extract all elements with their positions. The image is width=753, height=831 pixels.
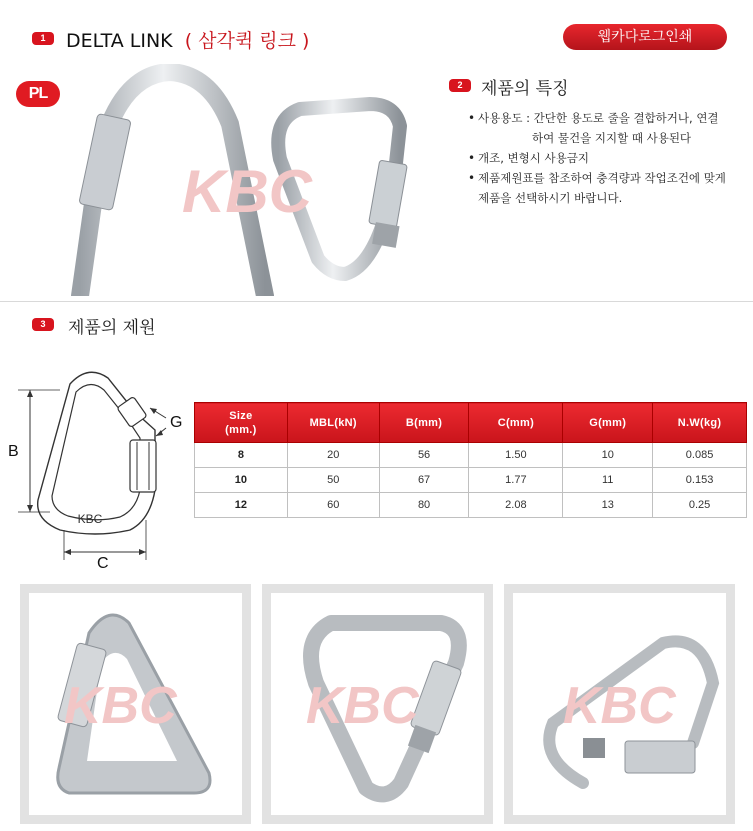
dimension-diagram bbox=[0, 360, 190, 575]
product-photo-2 bbox=[262, 584, 493, 824]
section-1-badge: 1 bbox=[32, 32, 54, 45]
spec-table-header-row bbox=[195, 403, 747, 443]
feature-item: • 제품제원표를 참조하여 충격량과 작업조건에 맞게 bbox=[468, 168, 726, 188]
cell-size: 12 bbox=[195, 493, 288, 518]
dimension-g-label: G bbox=[170, 414, 183, 431]
table-row bbox=[195, 493, 747, 518]
title-main: DELTA LINK bbox=[66, 30, 173, 52]
features-title: 제품의 특징 bbox=[481, 79, 569, 99]
cell-b: 56 bbox=[379, 443, 469, 468]
kbc-watermark: KBC bbox=[306, 677, 419, 735]
kbc-watermark: KBC bbox=[563, 677, 676, 735]
feature-item-continued: 제품을 선택하시기 바랍니다. bbox=[478, 191, 623, 205]
table-row bbox=[195, 468, 747, 493]
cell-g: 11 bbox=[563, 468, 653, 493]
kbc-watermark: KBC bbox=[182, 158, 312, 225]
cell-nw: 0.153 bbox=[653, 468, 747, 493]
spec-table bbox=[194, 402, 747, 518]
feature-item: • 개조, 변형시 사용금지 bbox=[468, 148, 726, 168]
cell-size: 8 bbox=[195, 443, 288, 468]
cell-mbl: 60 bbox=[287, 493, 379, 518]
cell-g: 13 bbox=[563, 493, 653, 518]
photo-1-image bbox=[29, 593, 242, 815]
col-size: Size (mm.) bbox=[195, 403, 288, 443]
photo-3-image bbox=[513, 593, 726, 815]
photo-2-image bbox=[271, 593, 484, 815]
dimension-b-label: B bbox=[8, 443, 19, 460]
col-g: G(mm) bbox=[563, 403, 653, 443]
product-photo-1 bbox=[20, 584, 251, 824]
cell-mbl: 20 bbox=[287, 443, 379, 468]
features-list bbox=[468, 108, 726, 208]
engraving-text: KBC bbox=[77, 512, 103, 526]
cell-c: 1.50 bbox=[469, 443, 563, 468]
cell-c: 2.08 bbox=[469, 493, 563, 518]
cell-nw: 0.25 bbox=[653, 493, 747, 518]
cell-nw: 0.085 bbox=[653, 443, 747, 468]
cell-c: 1.77 bbox=[469, 468, 563, 493]
cell-size: 10 bbox=[195, 468, 288, 493]
cell-mbl: 50 bbox=[287, 468, 379, 493]
col-nw: N.W(kg) bbox=[653, 403, 747, 443]
title-sub: ( 삼각퀵 링크 ) bbox=[184, 30, 310, 52]
feature-item: • 사용용도 : 간단한 용도로 줄을 결합하거나, 연결 bbox=[468, 108, 726, 128]
section-3-badge: 3 bbox=[32, 318, 54, 331]
kbc-watermark: KBC bbox=[64, 677, 177, 735]
cell-g: 10 bbox=[563, 443, 653, 468]
col-c: C(mm) bbox=[469, 403, 563, 443]
cell-b: 80 bbox=[379, 493, 469, 518]
page-title bbox=[66, 26, 309, 53]
web-catalog-print-button[interactable]: 웹카다로그인쇄 bbox=[563, 24, 727, 50]
cell-b: 67 bbox=[379, 468, 469, 493]
specs-title: 제품의 제원 bbox=[68, 318, 156, 338]
pl-brand-logo: PL bbox=[16, 81, 60, 107]
product-photo-3 bbox=[504, 584, 735, 824]
section-2-badge: 2 bbox=[449, 79, 471, 92]
col-mbl: MBL(kN) bbox=[287, 403, 379, 443]
feature-item-continued: 하여 물건을 지지할 때 사용된다 bbox=[532, 131, 692, 145]
dimension-c-label: C bbox=[97, 555, 109, 572]
section-divider bbox=[0, 301, 753, 302]
product-hero-image bbox=[60, 64, 420, 296]
col-b: B(mm) bbox=[379, 403, 469, 443]
table-row bbox=[195, 443, 747, 468]
